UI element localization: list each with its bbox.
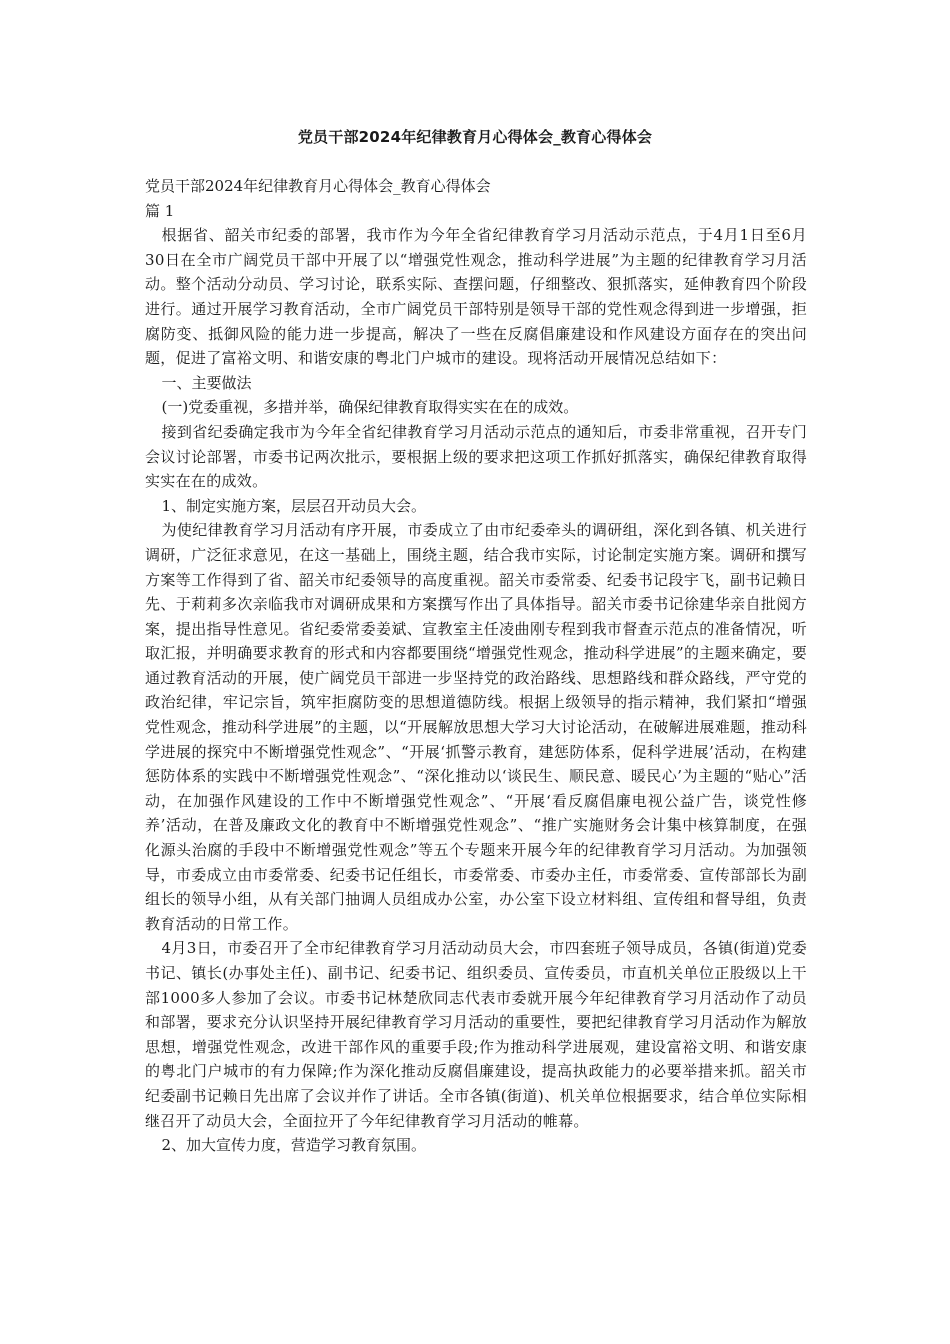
subsection-heading: (一)党委重视，多措并举，确保纪律教育取得实实在在的成效。 [161, 398, 579, 417]
document-body [145, 174, 807, 1158]
body-paragraph: 为使纪律教育学习月活动有序开展，市委成立了由市纪委牵头的调研组，深化到各镇、机关进行调研，广泛征求意见，在这一基础上，围绕主题，结合我市实际，讨论制定实施方案。调研和撰写方案等工作得到了省、韶关市纪委领导的高度重视。韶关市委常委、纪委书记段宇飞，副书记赖日先、于莉莉多次亲临我市对调研成果和方案撰写作出了具体指导。韶关市委书记徐建华亲自批阅方案，提出指导性意见。省纪委常委姜斌、宣教室主任凌曲刚专程到我市督查示范点的准备情况，听取汇报，并明确要求教育的形式和内容都要围绕“增强党性观念，推动科学进展”的主题来确定，要通过教育活动的开展，使广阔党员干部进一步坚持党的政治路线、思想路线和群众路线，严守党的政治纪律，牢记宗旨，筑牢拒腐防变的思想道德防线。根据上级领导的指示精神，我们紧扣“增强党性观念，推动科学进展”的主题，以“开展解放思想大学习大讨论活动，在破解进展难题，推动科学进展的探究中不断增强党性观念”、“开展‘抓警示教育，建惩防体系，促科学进展’活动，在构建惩防体系的实践中不断增强党性观念”、“深化推动以‘谈民生、顺民意、暖民心’为主题的“贴心”活动，在加强作风建设的工作中不断增强党性观念”、“开展‘看反腐倡廉电视公益广告，谈党性修养’活动，在普及廉政文化的教育中不断增强党性观念”、“推广实施财务会计集中核算制度，在强化源头治腐的手段中不断增强党性观念”等五个专题来开展今年的纪律教育学习月活动。为加强领导，市委成立由市委常委、纪委书记任组长，市委常委、市委办主任，市委常委、宣传部部长为副组长的领导小组，从有关部门抽调人员组成办公室，办公室下设立材料组、宣传组和督导组，负责教育活动的日常工作。 [145, 521, 807, 933]
item-heading: 1、制定实施方案，层层召开动员大会。 [161, 496, 427, 515]
item-heading: 2、加大宣传力度，营造学习教育氛围。 [161, 1136, 427, 1155]
document-subtitle: 党员干部2024年纪律教育月心得体会_教育心得体会 [145, 177, 491, 195]
page-title: 党员干部2024年纪律教育月心得体会_教育心得体会 [297, 128, 653, 146]
body-paragraph: 4月3日，市委召开了全市纪律教育学习月活动动员大会，市四套班子领导成员，各镇(街道)党委书记、镇长(办事处主任)、副书记、纪委书记、组织委员、宣传委员，市直机关单位正股级以上干部1000多人参加了会议。市委书记林楚欣同志代表市委就开展今年纪律教育学习月活动作了动员和部署，要求充分认识坚持开展纪律教育学习月活动的重要性，要把纪律教育学习月活动作为解放思想，增强党性观念，改进干部作风的重要手段;作为推动科学进展观，建设富裕文明、和谐安康的粤北门户城市的有力保障;作为深化推动反腐倡廉建设，提高执政能力的必要举措来抓。韶关市纪委副书记赖日先出席了会议并作了讲话。全市各镇(街道)、机关单位根据要求，结合单位实际相继召开了动员大会，全面拉开了今年纪律教育学习月活动的帷幕。 [145, 939, 807, 1130]
section-label: 篇 1 [145, 201, 175, 220]
body-paragraph: 根据省、韶关市纪委的部署，我市作为今年全省纪律教育学习月活动示范点，于4月1日至6月30日在全市广阔党员干部中开展了以“增强党性观念，推动科学进展”为主题的纪律教育学习月活动。整个活动分动员、学习讨论，联系实际、查摆问题，仔细整改、狠抓落实，延伸教育四个阶段进行。通过开展学习教育活动，全市广阔党员干部特别是领导干部的党性观念得到进一步增强，拒腐防变、抵御风险的能力进一步提高，解决了一些在反腐倡廉建设和作风建设方面存在的突出问题，促进了富裕文明、和谐安康的粤北门户城市的建设。现将活动开展情况总结如下： [145, 226, 807, 368]
section-heading: 一、主要做法 [161, 373, 252, 392]
body-paragraph: 接到省纪委确定我市为今年全省纪律教育学习月活动示范点的通知后，市委非常重视，召开专门会议讨论部署，市委书记两次批示，要根据上级的要求把这项工作抓好抓落实，确保纪律教育取得实实在在的成效。 [145, 422, 807, 491]
